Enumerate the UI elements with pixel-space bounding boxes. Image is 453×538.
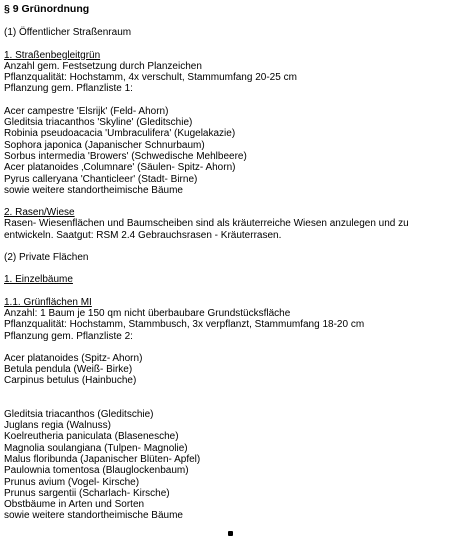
single-trees-heading: 1. Einzelbäume xyxy=(4,274,73,286)
list2-item: Juglans regia (Walnuss) xyxy=(4,420,111,432)
list2-item: Magnolia soulangiana (Tulpen- Magnolie) xyxy=(4,442,188,454)
street-heading: 1. Straßenbegleitgrün xyxy=(4,49,101,61)
green-line: Anzahl: 1 Baum je 150 qm nicht überbaubare Grundstücksfläche xyxy=(4,307,291,319)
section-title: § 9 Grünordnung xyxy=(4,3,90,15)
list2-item: Prunus sargentii (Scharlach- Kirsche) xyxy=(4,487,170,499)
street-line: Pflanzqualität: Hochstamm, 4x verschult, Stammumfang 20-25 cm xyxy=(4,72,297,84)
lawn-text: Rasen- Wiesenflächen und Baumscheiben sind als kräuterreiche Wiesen anzulegen und zu entwickeln. Saatgut: RSM 2.4 Gebrauchsrasen - Kräuterrasen. xyxy=(4,218,409,241)
list2-item: Prunus avium (Vogel- Kirsche) xyxy=(4,476,140,488)
list2-item: Koelreutheria paniculata (Blasenesche) xyxy=(4,431,179,443)
list2-item: Acer platanoides (Spitz- Ahorn) xyxy=(4,352,143,364)
list1-item: Pyrus calleryana 'Chanticleer' (Stadt- Birne) xyxy=(4,173,198,185)
list1-item: Gleditsia triacanthos 'Skyline' (Gleditschie) xyxy=(4,117,193,129)
list1-item: Sophora japonica (Japanischer Schnurbaum) xyxy=(4,139,205,151)
street-line: Anzahl gem. Festsetzung durch Planzeichen xyxy=(4,60,202,72)
street-line: Pflanzung gem. Pflanzliste 1: xyxy=(4,83,133,95)
lawn-heading: 2. Rasen/Wiese xyxy=(4,207,75,219)
list2-item: Obstbäume in Arten und Sorten xyxy=(4,499,145,511)
list1-item: Acer campestre 'Elsrijk' (Feld- Ahorn) xyxy=(4,105,169,117)
list2-item: Paulownia tomentosa (Blauglockenbaum) xyxy=(4,465,189,477)
list2-item: Betula pendula (Weiß- Birke) xyxy=(4,364,133,376)
list2-item: Malus floribunda (Japanischer Blüten- Apfel) xyxy=(4,453,201,465)
list2-item: sowie weitere standortheimische Bäume xyxy=(4,510,183,522)
private-heading: (2) Private Flächen xyxy=(4,252,89,264)
list1-item: Sorbus intermedia 'Browers' (Schwedische Mehlbeere) xyxy=(4,150,247,162)
public-heading: (1) Öffentlicher Straßenraum xyxy=(4,27,132,39)
list1-item: Robinia pseudoacacia 'Umbraculifera' (Kugelakazie) xyxy=(4,128,236,140)
green-line: Pflanzung gem. Pflanzliste 2: xyxy=(4,330,133,342)
list2-item: Carpinus betulus (Hainbuche) xyxy=(4,375,137,387)
green-heading: 1.1. Grünflächen MI xyxy=(4,296,92,308)
green-line: Pflanzqualität: Hochstamm, Stammbusch, 3x verpflanzt, Stammumfang 18-20 cm xyxy=(4,319,365,331)
list2-item: Gleditsia triacanthos (Gleditschie) xyxy=(4,408,154,420)
list1-item: sowie weitere standortheimische Bäume xyxy=(4,184,183,196)
bullet-mark-icon xyxy=(228,531,233,536)
list1-item: Acer platanoides ‚Columnare' (Säulen- Spitz- Ahorn) xyxy=(4,162,236,174)
